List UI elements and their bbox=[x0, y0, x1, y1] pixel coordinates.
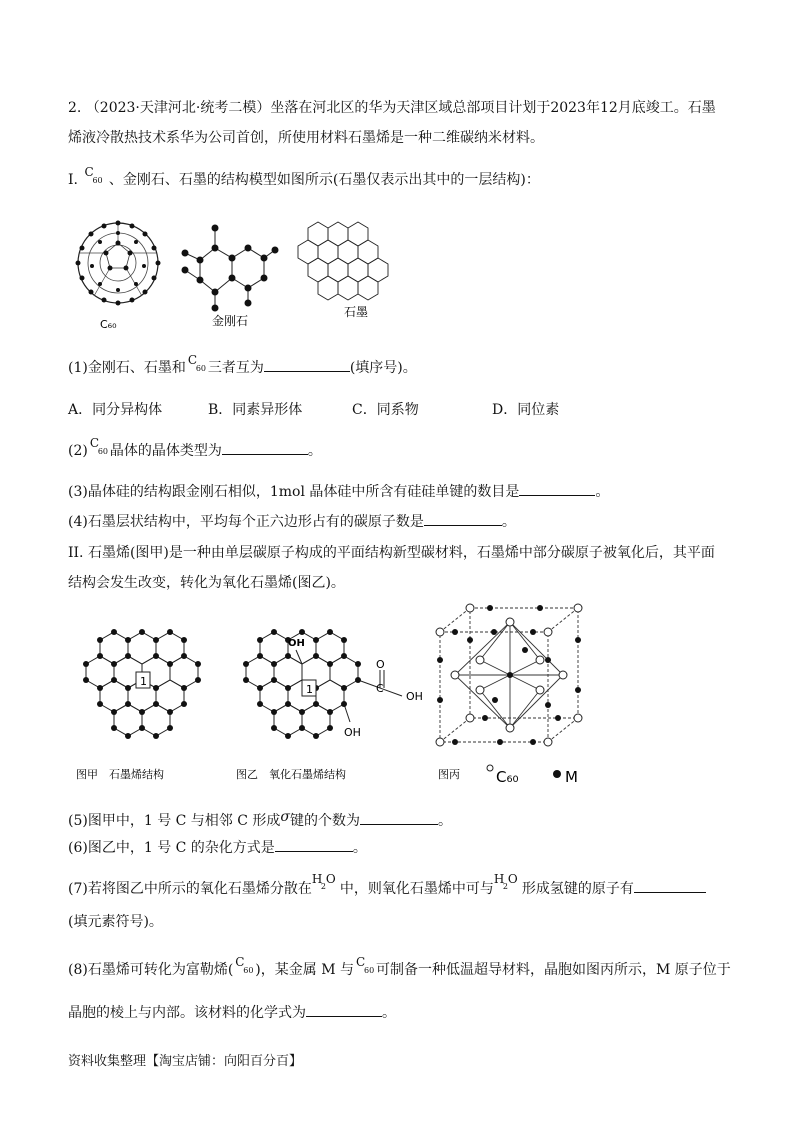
c60-formula: C 60 bbox=[84, 165, 103, 185]
answer-blank-5[interactable] bbox=[360, 810, 438, 825]
option-d[interactable]: D．同位素 bbox=[492, 402, 560, 418]
answer-blank-6[interactable] bbox=[275, 837, 353, 852]
answer-blank-1[interactable] bbox=[264, 357, 350, 372]
m-legend-marker bbox=[553, 770, 561, 778]
c60-model bbox=[76, 221, 161, 306]
allotrope-figure bbox=[70, 208, 400, 336]
m-legend-label: M bbox=[565, 768, 578, 786]
answer-blank-3[interactable] bbox=[519, 481, 595, 496]
option-c[interactable]: C．同系物 bbox=[352, 402, 419, 418]
question-5: (5)图甲中，1 号 C 与相邻 C 形成σ键的个数为 。 bbox=[68, 809, 452, 829]
fig-bing-caption: 图丙 bbox=[438, 768, 460, 781]
part1-text: 、金刚石、石墨的结构模型如图所示(石墨仅表示出其中的一层结构)： bbox=[108, 172, 540, 188]
h2o-formula: H 2 O bbox=[493, 872, 518, 891]
question-intro-line-2: 烯液冷散热技术系华为公司首创，所使用材料石墨烯是一种二维碳纳米材料。 bbox=[68, 130, 544, 146]
c60-label: C₆₀ bbox=[100, 318, 117, 331]
footer-note: 资料收集整理【淘宝店铺：向阳百分百】 bbox=[68, 1054, 303, 1069]
question-7-line-2: (填元素符号)。 bbox=[68, 914, 163, 930]
part2-line-1: II. 石墨烯(图甲)是一种由单层碳原子构成的平面结构新型碳材料，石墨烯中部分碳原子被氧化后，其平面 bbox=[68, 545, 715, 561]
c60-formula: C 60 bbox=[356, 955, 375, 975]
atom-1-label-yi: 1 bbox=[306, 683, 313, 696]
h2o-formula: H 2 O bbox=[311, 872, 336, 891]
graphite-model bbox=[298, 222, 388, 300]
question-4: (4)石墨层状结构中，平均每个正六边形占有的碳原子数是 。 bbox=[68, 511, 516, 532]
question-6: (6)图乙中，1 号 C 的杂化方式是 。 bbox=[68, 837, 367, 858]
c60-formula: C 60 bbox=[187, 353, 207, 373]
option-a[interactable]: A．同分异构体 bbox=[68, 402, 163, 418]
diamond-model bbox=[182, 225, 279, 312]
c60-formula: C 60 bbox=[235, 955, 254, 975]
cooh-oh-label: OH bbox=[406, 690, 423, 703]
question-1: (1)金刚石、石墨和 C 60 三者互为 (填序号)。 bbox=[68, 353, 417, 376]
option-b[interactable]: B．同素异形体 bbox=[208, 402, 303, 418]
answer-blank-2[interactable] bbox=[222, 440, 308, 455]
c60-legend-marker bbox=[487, 765, 493, 771]
oh-label-bottom: OH bbox=[344, 726, 361, 739]
oh-label-top: OH bbox=[288, 638, 305, 649]
graphene-figure bbox=[70, 600, 590, 790]
part2-line-2: 结构会发生改变，转化为氧化石墨烯(图乙)。 bbox=[68, 575, 345, 591]
question-3: (3)晶体硅的结构跟金刚石相似，1mol 晶体硅中所含有硅硅单键的数目是 。 bbox=[68, 481, 609, 502]
question-8: (8)石墨烯可转化为富勒烯( C 60 )，某金属 M 与 C 60 可制备一种低温超导材料，晶胞如图丙所示，M 原子位于 bbox=[68, 955, 731, 978]
diamond-label: 金刚石 bbox=[212, 314, 249, 328]
question-intro-line-1: 2. （2023·天津河北·统考二模）坐落在河北区的华为天津区域总部项目计划于2023年12月底竣工。石墨 bbox=[68, 100, 716, 116]
graphite-label: 石墨 bbox=[344, 305, 369, 319]
answer-blank-7[interactable] bbox=[634, 878, 706, 893]
question-8-line-2: 晶胞的棱上与内部。该材料的化学式为 。 bbox=[68, 1002, 396, 1023]
atom-1-label: 1 bbox=[140, 675, 147, 688]
part1-heading bbox=[68, 165, 540, 190]
question-7: (7)若将图乙中所示的氧化石墨烯分散在 H 2 O 中，则氧化石墨烯中可与 H 2 O 形成氢键的原子有 bbox=[68, 878, 706, 899]
cooh-c-label: C bbox=[376, 682, 384, 695]
c60-legend-label: C₆₀ bbox=[496, 768, 519, 786]
question-2: (2) C 60 晶体的晶体类型为 。 bbox=[68, 436, 322, 459]
part1-prefix: I. bbox=[68, 172, 78, 188]
fig-yi-caption: 图乙 氧化石墨烯结构 bbox=[236, 768, 346, 781]
answer-blank-4[interactable] bbox=[424, 511, 502, 526]
cooh-o-label: O bbox=[376, 658, 385, 671]
c60-formula: C 60 bbox=[89, 436, 109, 456]
options-row bbox=[68, 400, 668, 420]
fig-jia-caption: 图甲 石墨烯结构 bbox=[76, 768, 164, 781]
answer-blank-8[interactable] bbox=[306, 1002, 382, 1017]
